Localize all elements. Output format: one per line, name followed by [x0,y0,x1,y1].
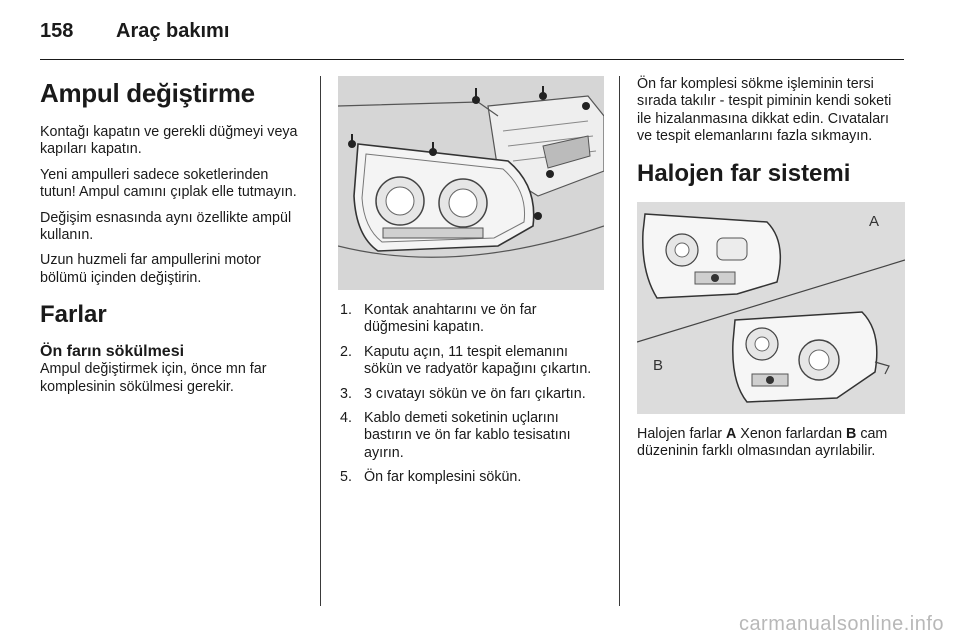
paragraph-4: Uzun huzmeli far ampullerini motor bölümü içinden değiştirin. [40,252,261,286]
headlamp-removal-illustration [338,76,604,290]
paragraph-3: Değişim esnasında aynı özellikte ampül kullanın. [40,209,292,244]
column-divider-2 [619,76,620,606]
subtitle-farlar: Farlar [40,301,107,329]
figure-label-b: B [653,356,664,374]
step-2: 2. Kaputu açın, 11 tespit elemanını sökün ve radyatör kapağını çıkartın. [340,343,592,378]
figure-caption: Halojen farlar A Xenon farlardan B cam düzeninin farklı olmasından ayrılabilir. [637,425,888,460]
page-header [40,20,229,50]
headlamp-removal-figure [338,76,604,290]
removal-steps [338,302,604,487]
step-5: 5. Ön far komplesini sökün. [340,469,522,486]
sub-subtitle: Ön farın sökülmesi [40,343,185,361]
column-divider-1 [320,76,321,606]
figure-label-a: A [869,212,880,230]
header-rule [40,59,904,60]
column-2 [338,70,604,494]
paragraph-1: Kontağı kapatın ve gerekli düğmeyi veya kapıları kapatın. [40,124,298,158]
column-3 [637,70,905,460]
step-1: 1. Kontak anahtarını ve ön far düğmesini kapatın. [340,302,537,336]
column-1 [40,70,302,396]
halogen-xenon-figure [637,202,905,414]
page-number: 158 [40,20,74,42]
section-name: Araç bakımı [116,20,230,42]
halogen-xenon-illustration [637,202,905,414]
reinstall-paragraph: Ön far komplesi sökme işleminin tersi sırada takılır - tespit piminin kendi soketi ile hizalanmasına dikkat edin. Cıvataları ve tespit elemanlarını fazla sıkmayın. [637,76,892,145]
step-4: 4. Kablo demeti soketinin uçlarını bastırın ve ön far kablo tesisatını ayırın. [340,410,571,461]
page-title: Ampul değiştirme [40,78,255,108]
paragraph-2: Yeni ampulleri sadece soketlerinden tutun! Ampul camını çıplak elle tutmayın. [40,166,297,201]
sub-paragraph: Ampul değiştirmek için, önce mn far komplesinin sökülmesi gerekir. [40,361,267,395]
watermark: carmanualsonline.info [738,613,944,635]
step-3: 3. 3 cıvatayı sökün ve ön farı çıkartın. [340,385,586,402]
subtitle-halojen: Halojen far sistemi [637,159,851,187]
